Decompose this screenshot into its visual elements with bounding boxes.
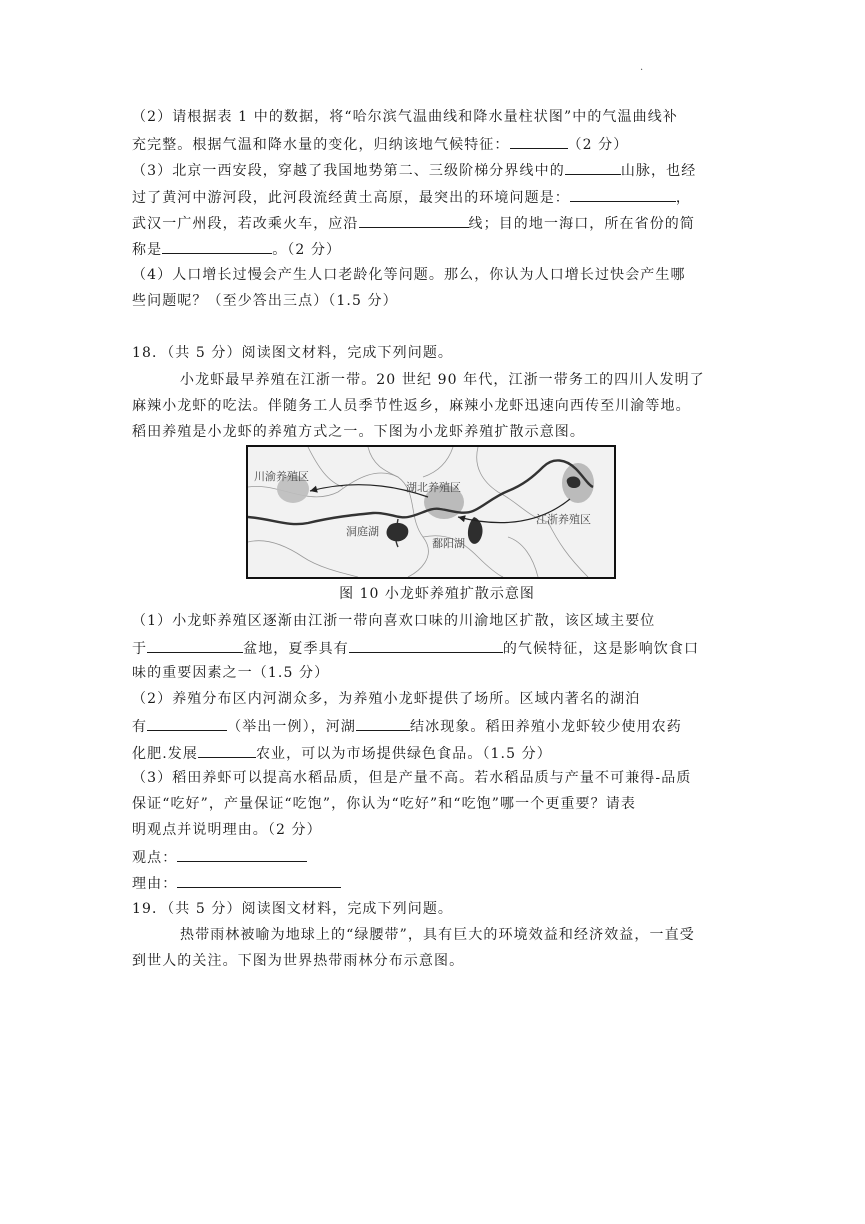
q18-part2-text: （举出一例），河湖 — [227, 719, 357, 735]
q18-part1-text: 于 — [132, 641, 148, 657]
q17-part2-text: 充完整。根据气温和降水量的变化，归纳该地气候特征： — [132, 137, 510, 153]
q18-intro-line2: 麻辣小龙虾的吃法。伴随务工人员季节性返乡，麻辣小龙虾迅速向西传至川渝等地。 — [132, 398, 691, 414]
figure-caption: 图 10 小龙虾养殖扩散示意图 — [339, 586, 535, 602]
q18-part2-text: 有 — [132, 719, 148, 735]
viewpoint-label: 观点： — [132, 850, 178, 866]
answer-blank-summer-climate[interactable] — [349, 638, 503, 653]
page-dot: . — [640, 62, 644, 73]
q19-title: 19．（共 5 分）阅读图文材料，完成下列问题。 — [132, 901, 454, 917]
q18-part2-text: 农业，可以为市场提供绿色食品。（1.5 分） — [255, 746, 552, 762]
q18-part3-line3: 明观点并说明理由。（2 分） — [132, 822, 322, 838]
label-jiangzhe: 江浙养殖区 — [536, 513, 591, 526]
q18-part3-line2: 保证“吃好”，产量保证“吃饱”，你认为“吃好”和“吃饱”哪一个更重要？请表 — [132, 796, 636, 812]
q17-part3-text: 山脉，也经 — [620, 163, 697, 179]
q18-part1-line2 — [132, 638, 742, 658]
answer-blank-basin[interactable] — [147, 638, 243, 653]
q18-part2-line3 — [132, 743, 742, 763]
q17-part3-line3 — [132, 213, 742, 233]
dongting-lake — [387, 523, 409, 541]
q17-part2-score: （2 分） — [567, 137, 629, 153]
q17-part3-text: 线；目的地一海口，所在省份的简 — [468, 216, 695, 232]
q17-part3-text: 称是 — [132, 242, 163, 258]
q18-part1-text: 盆地，夏季具有 — [243, 641, 349, 657]
answer-blank-province-abbr[interactable] — [162, 239, 272, 254]
label-hubei: 湖北养殖区 — [406, 481, 461, 494]
q17-part3-text: 过了黄河中游河段，此河段流经黄土高原，最突出的环境问题是： — [132, 190, 570, 206]
answer-blank-reason[interactable] — [177, 873, 341, 888]
q17-part4-line2: 些问题呢？（至少答出三点）（1.5 分） — [132, 293, 398, 309]
q18-part2-text: 结冰现象。稻田养殖小龙虾较少使用农药 — [410, 719, 682, 735]
answer-blank-climate[interactable] — [510, 134, 568, 149]
q17-part4-line1: （4）人口增长过慢会产生人口老龄化等问题。那么，你认为人口增长过快会产生哪 — [132, 267, 686, 283]
q18-viewpoint-line — [132, 847, 742, 867]
crayfish-diffusion-map — [246, 445, 616, 579]
answer-blank-viewpoint[interactable] — [177, 847, 307, 862]
q17-part3-text: （3）北京一西安段，穿越了我国地势第二、三级阶梯分界线中的 — [132, 163, 565, 179]
q19-intro-line2: 到世人的关注。下图为世界热带雨林分布示意图。 — [132, 953, 465, 969]
province-borders — [248, 447, 588, 577]
q17-part3-text: ， — [675, 190, 692, 206]
q17-part3-line1 — [132, 160, 742, 180]
q18-part2-line1: （2）养殖分布区内河湖众多，为养殖小龙虾提供了场所。区域内著名的湖泊 — [132, 691, 641, 707]
q18-part1-text: 的气候特征，这是影响饮食口 — [502, 641, 700, 657]
answer-blank-env-problem[interactable] — [570, 187, 676, 202]
q18-part3-line1: （3）稻田养虾可以提高水稻品质，但是产量不高。若水稻品质与产量不可兼得-品质 — [132, 770, 692, 786]
q18-intro-line3: 稻田养殖是小龙虾的养殖方式之一。下图为小龙虾养殖扩散示意图。 — [132, 424, 585, 440]
q17-part2-line2 — [132, 134, 742, 154]
q17-part3-line2 — [132, 187, 742, 207]
q19-intro-line1: 热带雨林被喻为地球上的“绿腰带”，具有巨大的环境效益和经济效益，一直受 — [180, 927, 695, 943]
map-svg — [248, 447, 614, 577]
q18-part1-line3: 味的重要因素之一（1.5 分） — [132, 665, 330, 681]
q17-part3-text: 。（2 分） — [272, 242, 342, 258]
q18-intro-line1: 小龙虾最早养殖在江浙一带。20 世纪 90 年代，江浙一带务工的四川人发明了 — [180, 372, 705, 388]
q18-part1-line1: （1）小龙虾养殖区逐渐由江浙一带向喜欢口味的川渝地区扩散，该区域主要位 — [132, 613, 656, 629]
q18-reason-line — [132, 873, 742, 893]
answer-blank-agriculture[interactable] — [198, 743, 256, 758]
label-chuanyu: 川渝养殖区 — [254, 470, 309, 483]
label-poyang: 鄱阳湖 — [432, 537, 465, 550]
q17-part2-line1: （2）请根据表 1 中的数据，将“哈尔滨气温曲线和降水量柱状图”中的气温曲线补 — [132, 109, 678, 125]
q18-part2-line2 — [132, 716, 742, 736]
answer-blank-mountain[interactable] — [565, 160, 621, 175]
answer-blank-freezing[interactable] — [356, 716, 410, 731]
q17-part3-text: 武汉一广州段，若改乘火车，应沿 — [132, 216, 359, 232]
reason-label: 理由： — [132, 876, 178, 892]
q18-title: 18．（共 5 分）阅读图文材料，完成下列问题。 — [132, 345, 454, 361]
answer-blank-railway[interactable] — [359, 213, 469, 228]
answer-blank-lake[interactable] — [147, 716, 227, 731]
q18-part2-text: 化肥.发展 — [132, 746, 198, 762]
q17-part3-line4 — [132, 239, 742, 259]
label-dongting: 洞庭湖 — [346, 525, 379, 538]
